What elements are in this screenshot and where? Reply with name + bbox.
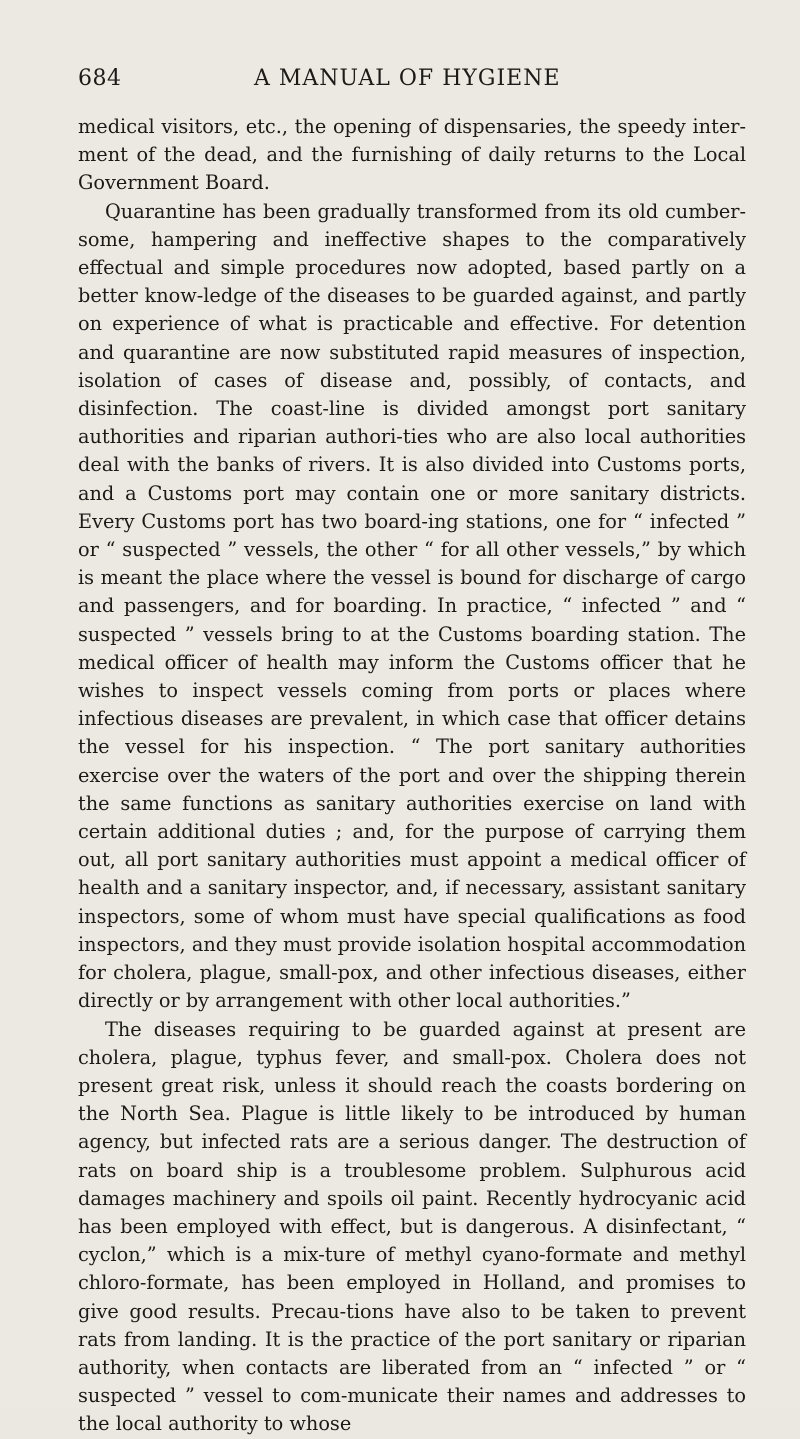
body-text: [78, 113, 746, 1439]
page-number: 684: [78, 66, 122, 91]
paragraph-quarantine: Quarantine has been gradually transformed from its old cumber-some, hampering and ineffective shapes to the comparatively effectual and simple procedures now adopted, based partly on a better know-ledge of the diseases to be guarded against, and partly on experience of what is practicable and effective. For detention and quarantine are now substituted rapid measures of inspection, isolation of cases of disease and, possibly, of contacts, and disinfection. The coast-line is divided amongst port sanitary authorities and riparian authori-ties who are also local authorities deal with the banks of rivers. It is also divided into Customs ports, and a Customs port may contain one or more sanitary districts. Every Customs port has two board-ing stations, one for “ infected ” or “ suspected ” vessels, the other “ for all other vessels,” by which is meant the place where the vessel is bound for discharge of cargo and passengers, and for boarding. In practice, “ infected ” and “ suspected ” vessels bring to at the Customs boarding station. The medical officer of health may inform the Customs officer that he wishes to inspect vessels coming from ports or places where infectious diseases are prevalent, in which case that officer detains the vessel for his inspection. “ The port sanitary authorities exercise over the waters of the port and over the shipping therein the same functions as sanitary authorities exercise on land with certain additional duties ; and, for the purpose of carrying them out, all port sanitary authorities must appoint a medical officer of health and a sanitary inspector, and, if necessary, assistant sanitary inspectors, some of whom must have special qualifications as food inspectors, and they must provide isolation hospital accommodation for cholera, plague, small-pox, and other infectious diseases, either directly or by arrangement with other local authorities.”: [78, 199, 746, 1013]
page-header: [78, 66, 738, 100]
paragraph-continuation: medical visitors, etc., the opening of dispensaries, the speedy inter-ment of the dead, and the furnishing of daily returns to the Local Government Board.: [78, 115, 746, 195]
paragraph-diseases: The diseases requiring to be guarded against at present are cholera, plague, typhus fever, and small-pox. Cholera does not present great risk, unless it should reach the coasts bordering on the North Sea. Plague is little likely to be introduced by human agency, but infected rats are a serious danger. The destruction of rats on board ship is a troublesome problem. Sulphurous acid damages machinery and spoils oil paint. Recently hydrocyanic acid has been employed with effect, but is dangerous. A disinfectant, “ cyclon,” which is a mix-ture of methyl cyano-formate and methyl chloro-formate, has been employed in Holland, and promises to give good results. Precau-tions have also to be taken to prevent rats from landing. It is the practice of the port sanitary or riparian authority, when contacts are liberated from an “ infected ” or “ suspected ” vessel to com-municate their names and addresses to the local authority to whose: [78, 1017, 746, 1436]
running-title: A MANUAL OF HYGIENE: [254, 66, 561, 91]
